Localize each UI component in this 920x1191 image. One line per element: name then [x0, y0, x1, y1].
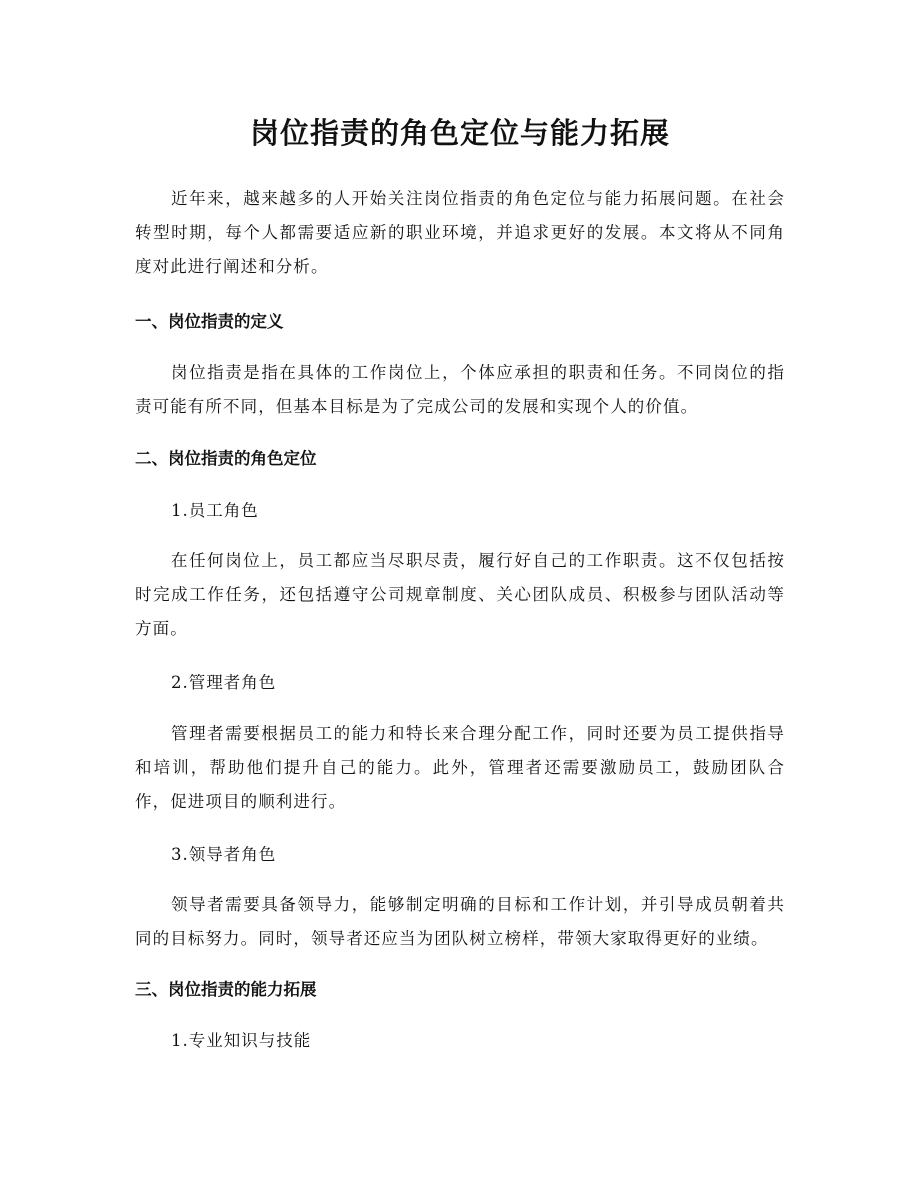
section2-item1-paragraph: 在任何岗位上，员工都应当尽职尽责，履行好自己的工作职责。这不仅包括按时完成工作任务，还包括遵守公司规章制度、关心团队成员、积极参与团队活动等方面。: [135, 551, 785, 638]
section3-heading: 三、岗位指责的能力拓展: [135, 980, 317, 999]
section1-heading: 一、岗位指责的定义: [135, 312, 284, 331]
section2-heading: 二、岗位指责的角色定位: [135, 449, 317, 468]
document-title: 岗位指责的角色定位与能力拓展: [249, 116, 670, 150]
section2-item2-label: 2.管理者角色: [171, 673, 277, 692]
section2-item2-paragraph: 管理者需要根据员工的能力和特长来合理分配工作，同时还要为员工提供指导和培训，帮助他们提升自己的能力。此外，管理者还需要激励员工，鼓励团队合作，促进项目的顺利进行。: [135, 724, 785, 811]
section3-item1-label: 1.专业知识与技能: [171, 1031, 312, 1050]
section2-item3-label: 3.领导者角色: [171, 845, 277, 864]
section2-item3-paragraph: 领导者需要具备领导力，能够制定明确的目标和工作计划，并引导成员朝着共同的目标努力。同时，领导者还应当为团队树立榜样，带领大家取得更好的业绩。: [135, 895, 785, 948]
section2-item1-label: 1.员工角色: [171, 501, 259, 520]
section1-paragraph: 岗位指责是指在具体的工作岗位上，个体应承担的职责和任务。不同岗位的指责可能有所不同，但基本目标是为了完成公司的发展和实现个人的价值。: [135, 363, 785, 416]
intro-paragraph: 近年来，越来越多的人开始关注岗位指责的角色定位与能力拓展问题。在社会转型时期，每个人都需要适应新的职业环境，并追求更好的发展。本文将从不同角度对此进行阐述和分析。: [135, 189, 785, 276]
